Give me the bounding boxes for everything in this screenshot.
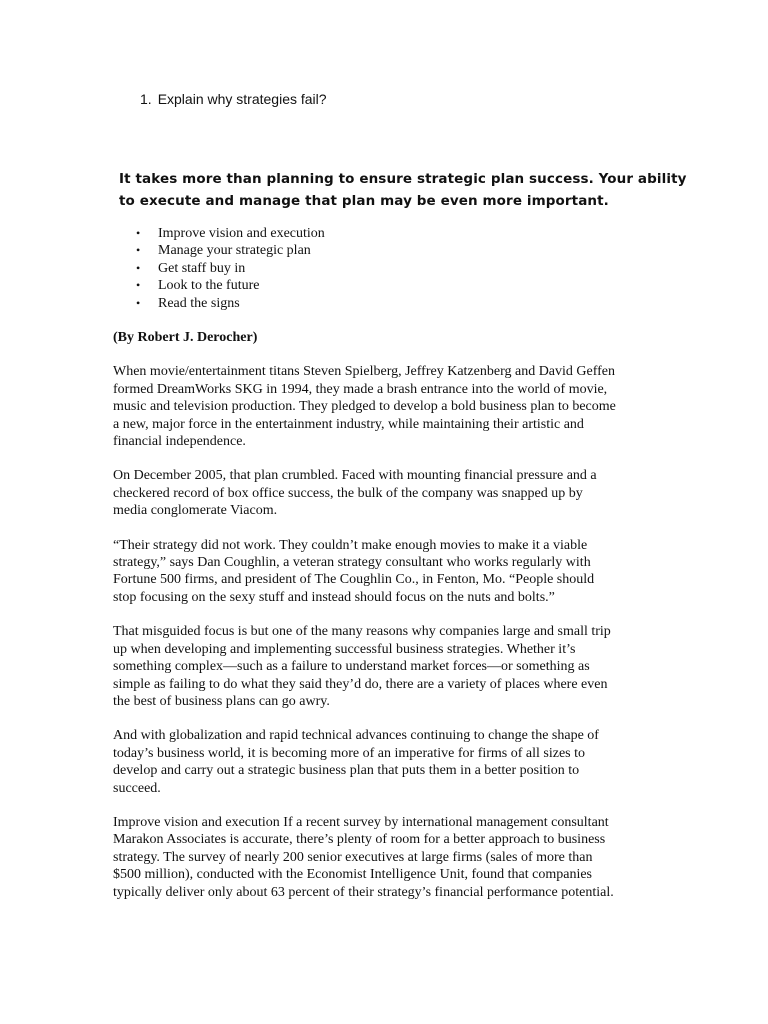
paragraph-line: develop and carry out a strategic business plan that puts them in a better position to [113, 763, 580, 779]
bullet-item [136, 277, 325, 294]
paragraph [113, 467, 673, 519]
paragraph-line: $500 million), conducted with the Economist Intelligence Unit, found that companies [113, 867, 593, 883]
bullet-item [136, 242, 325, 259]
question-number: 1. [140, 91, 152, 107]
bullet-list [136, 225, 325, 312]
bullet-item [136, 295, 325, 312]
paragraph-line: up when developing and implementing successful business strategies. Whether it’s [113, 641, 576, 657]
bullet-item [136, 225, 325, 242]
paragraph [113, 623, 673, 710]
lead-line: to execute and manage that plan may be even more important. [119, 193, 609, 209]
bullet-text: Get staff buy in [158, 260, 246, 276]
paragraph-line: music and television production. They pledged to develop a bold business plan to become [113, 399, 616, 415]
paragraph-line: And with globalization and rapid technical advances continuing to change the shape of [113, 728, 599, 744]
paragraph [113, 537, 673, 607]
paragraph-line: financial independence. [113, 434, 246, 450]
paragraph-line: Improve vision and execution If a recent survey by international management consultant [113, 814, 609, 830]
paragraph-line: succeed. [113, 780, 161, 796]
paragraph-line: Fortune 500 firms, and president of The Coughlin Co., in Fenton, Mo. “People should [113, 572, 595, 588]
lead-heading [119, 168, 687, 212]
paragraph-line: media conglomerate Viacom. [113, 503, 278, 519]
paragraph-line: something complex—such as a failure to understand market forces—or something as [113, 659, 590, 675]
paragraph-line: That misguided focus is but one of the many reasons why companies large and small trip [113, 624, 611, 640]
paragraph [113, 727, 673, 797]
paragraph-line: stop focusing on the sexy stuff and instead should focus on the nuts and bolts.” [113, 589, 555, 605]
question-text: Explain why strategies fail? [157, 91, 327, 107]
paragraph-line: strategy,” says Dan Coughlin, a veteran strategy consultant who works regularly with [113, 555, 591, 571]
byline: (By Robert J. Derocher) [113, 330, 258, 345]
paragraph-line: simple as failing to do what they said they’d do, there are a variety of places where even [113, 676, 608, 692]
paragraph-line: When movie/entertainment titans Steven Spielberg, Jeffrey Katzenberg and David Geffen [113, 364, 616, 380]
paragraph [113, 363, 673, 450]
paragraph-line: formed DreamWorks SKG in 1994, they made a brash entrance into the world of movie, [113, 381, 608, 397]
bullet-icon: • [136, 226, 141, 240]
paragraph-line: the best of business plans can go awry. [113, 693, 330, 709]
article-body [113, 329, 673, 901]
bullet-text: Read the signs [158, 295, 240, 311]
paragraph-line: strategy. The survey of nearly 200 senior executives at large firms (sales of more than [113, 849, 593, 865]
paragraph-line: Marakon Associates is accurate, there’s plenty of room for a better approach to business [113, 832, 606, 848]
bullet-icon: • [136, 295, 141, 310]
paragraph-line: a new, major force in the entertainment industry, while maintaining their artistic and [113, 416, 584, 432]
bullet-text: Manage your strategic plan [158, 243, 311, 259]
question-item [140, 90, 327, 108]
lead-line: It takes more than planning to ensure strategic plan success. Your ability [119, 171, 687, 187]
bullet-icon: • [136, 243, 141, 258]
paragraph [113, 814, 673, 901]
paragraph-line: On December 2005, that plan crumbled. Faced with mounting financial pressure and a [113, 468, 597, 484]
paragraph-line: typically deliver only about 63 percent of their strategy’s financial performance potential. [113, 884, 614, 900]
bullet-icon: • [136, 260, 141, 275]
bullet-item [136, 260, 325, 277]
paragraph-line: today’s business world, it is becoming more of an imperative for firms of all sizes to [113, 745, 586, 761]
paragraph-line: checkered record of box office success, the bulk of the company was snapped up by [113, 485, 583, 501]
bullet-icon: • [136, 278, 141, 293]
paragraph-line: “Their strategy did not work. They couldn’t make enough movies to make it a viable [113, 537, 588, 553]
bullet-text: Improve vision and execution [158, 226, 325, 241]
bullet-text: Look to the future [158, 278, 260, 294]
